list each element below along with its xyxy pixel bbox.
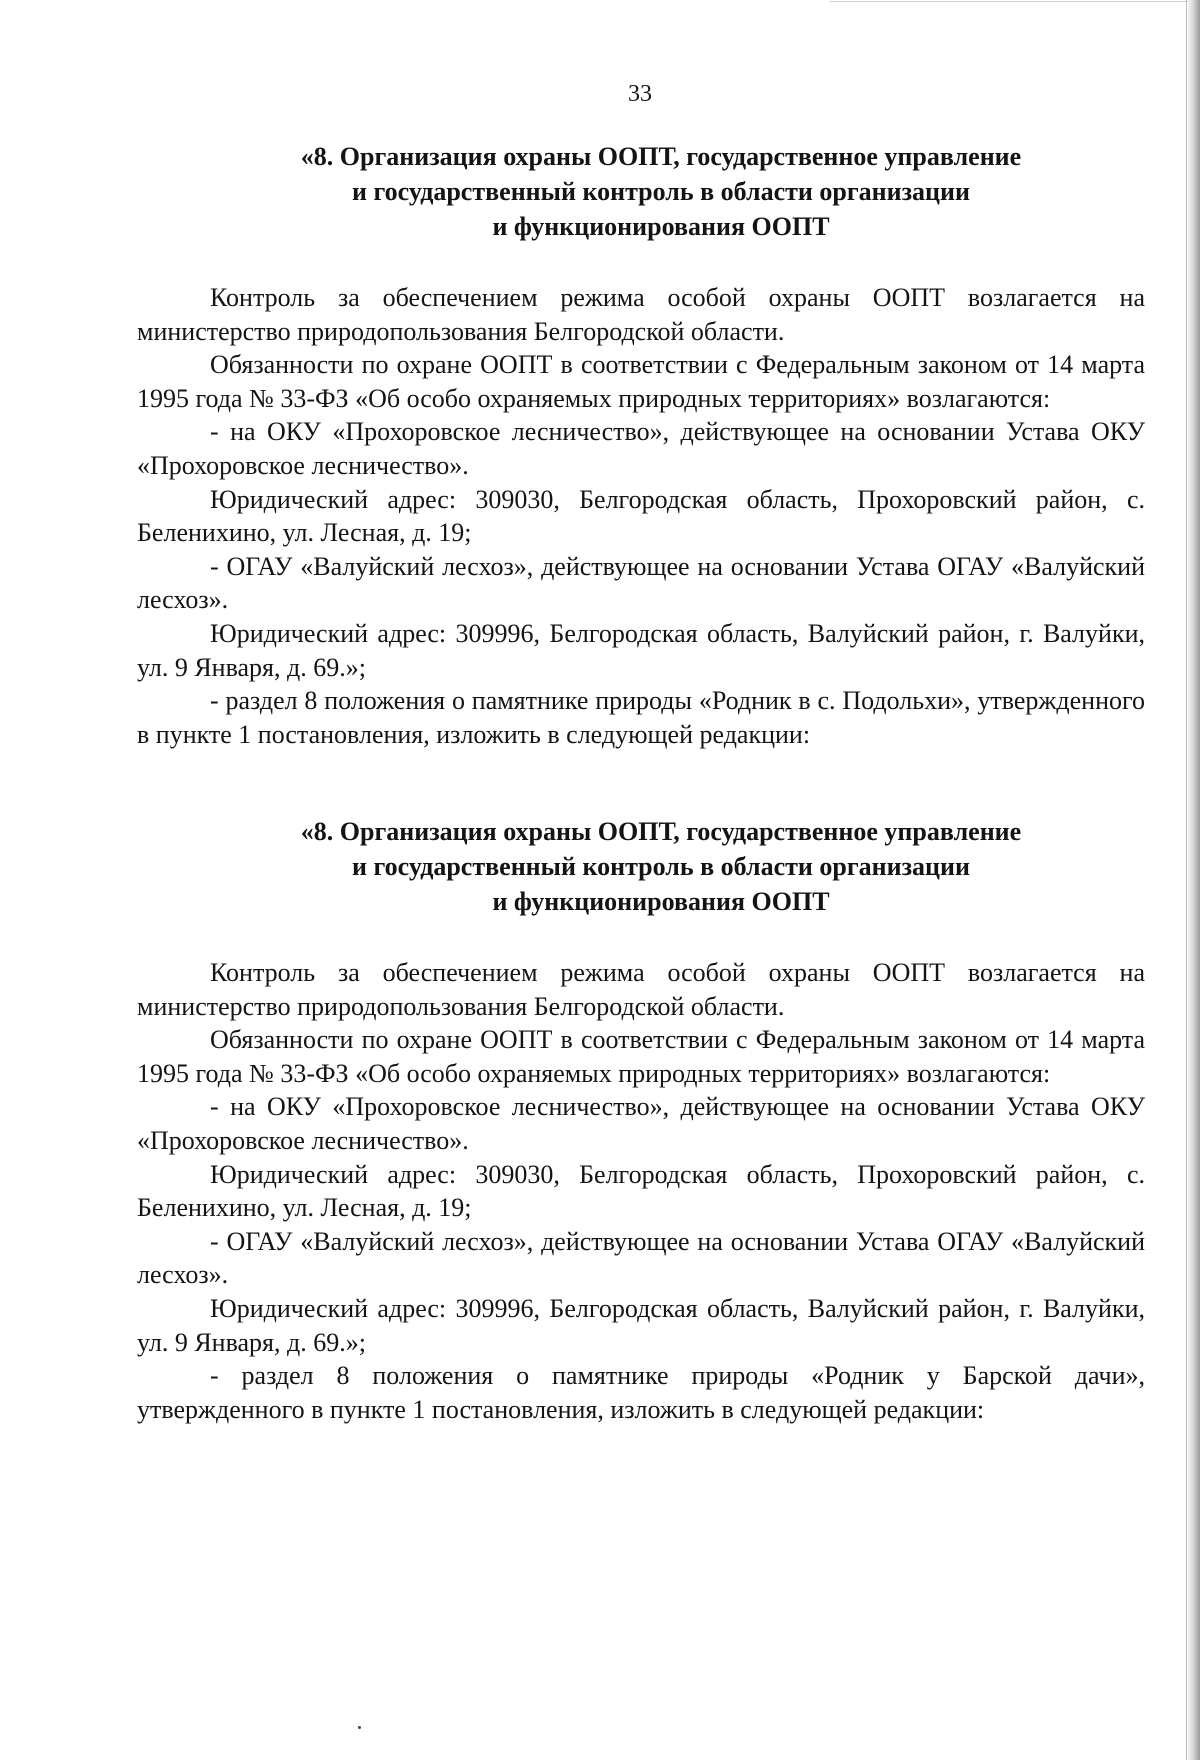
paragraph: Юридический адрес: 309030, Белгородская область, Прохоровский район, с. Беленихино, ул. Лесная, д. 19; [137, 484, 1145, 548]
paragraph: Контроль за обеспечением режима особой охраны ООПТ возлагается на министерство природопользования Белгородской области. [137, 958, 1145, 1021]
section-body [137, 956, 1145, 1426]
heading-line: и государственный контроль в области организации [352, 177, 970, 206]
heading-line: «8. Организация охраны ООПТ, государственное управление [300, 817, 1022, 846]
scan-speck [358, 1726, 361, 1729]
heading-line: и функционирования ООПТ [492, 887, 830, 916]
section-heading [137, 139, 1145, 244]
paragraph: - ОГАУ «Валуйский лесхоз», действующее на основании Устава ОГАУ «Валуйский лесхоз». [137, 551, 1145, 615]
paragraph: Обязанности по охране ООПТ в соответствии с Федеральным законом от 14 марта 1995 года № 33-ФЗ «Об особо охраняемых природных территориях» возлагаются: [137, 1025, 1145, 1088]
scan-top-rule [830, 1, 1200, 2]
paragraph: Юридический адрес: 309996, Белгородская область, Валуйский район, г. Валуйки, ул. 9 Января, д. 69.»; [137, 1293, 1145, 1357]
paragraph: - на ОКУ «Прохоровское лесничество», действующее на основании Устава ОКУ «Прохоровское лесничество». [137, 1092, 1145, 1155]
paragraph: Обязанности по охране ООПТ в соответствии с Федеральным законом от 14 марта 1995 года № 33-ФЗ «Об особо охраняемых природных территориях» возлагаются: [137, 350, 1145, 413]
section-2 [137, 814, 1145, 1426]
paragraph: - на ОКУ «Прохоровское лесничество», действующее на основании Устава ОКУ «Прохоровское лесничество». [137, 417, 1145, 480]
paragraph: Юридический адрес: 309996, Белгородская область, Валуйский район, г. Валуйки, ул. 9 Января, д. 69.»; [137, 618, 1145, 682]
scan-edge-line [1186, 0, 1187, 1760]
heading-line: и государственный контроль в области организации [352, 852, 970, 881]
paragraph: - раздел 8 положения о памятнике природы «Родник у Барской дачи», утвержденного в пункте 1 постановления, изложить в следующей редакции: [137, 1361, 1145, 1424]
paragraph: - раздел 8 положения о памятнике природы «Родник в с. Подольхи», утвержденного в пункте 1 постановления, изложить в следующей редакции: [137, 686, 1145, 749]
section-body [137, 281, 1145, 751]
section-1 [137, 139, 1145, 751]
heading-line: и функционирования ООПТ [492, 212, 830, 241]
heading-line: «8. Организация охраны ООПТ, государственное управление [300, 142, 1022, 171]
page-number: 33 [628, 81, 652, 107]
paragraph: Юридический адрес: 309030, Белгородская область, Прохоровский район, с. Беленихино, ул. Лесная, д. 19; [137, 1159, 1145, 1223]
paragraph: Контроль за обеспечением режима особой охраны ООПТ возлагается на министерство природопользования Белгородской области. [137, 283, 1145, 346]
section-heading [137, 814, 1145, 919]
paragraph: - ОГАУ «Валуйский лесхоз», действующее на основании Устава ОГАУ «Валуйский лесхоз». [137, 1226, 1145, 1290]
scan-right-edge [1188, 0, 1200, 1760]
